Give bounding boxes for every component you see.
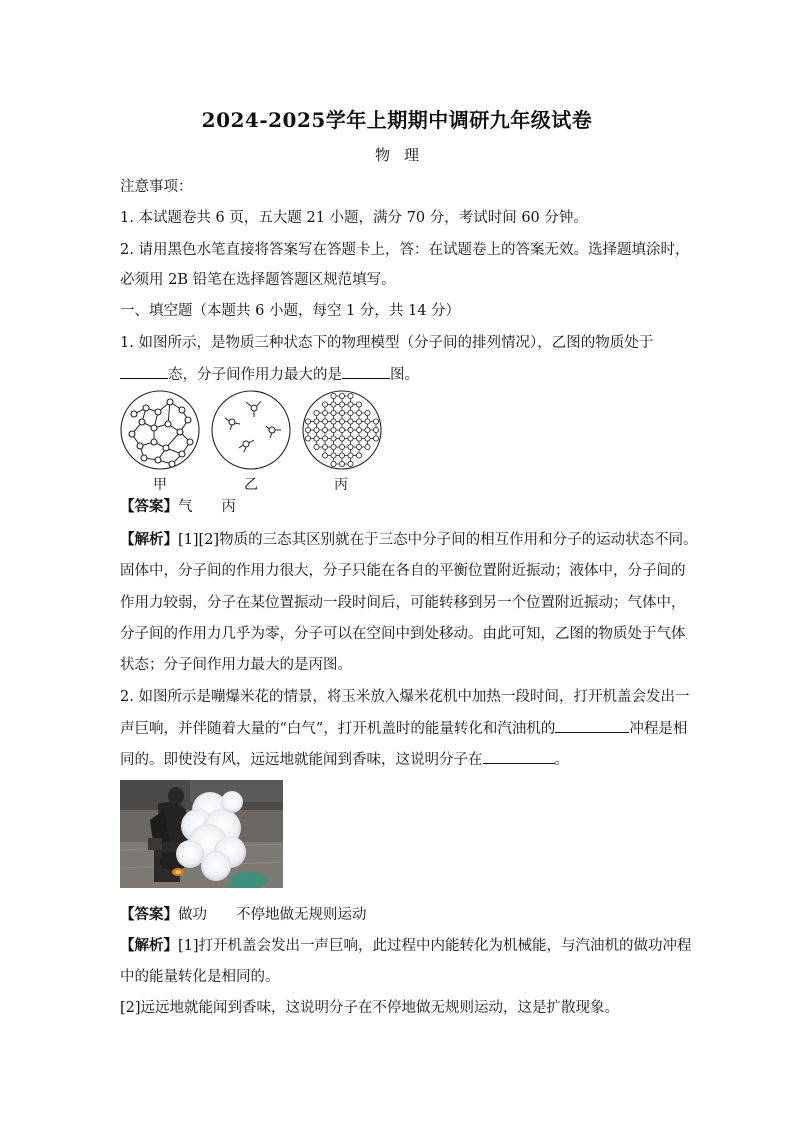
- lattice-molecule: [331, 436, 336, 441]
- lattice-molecule: [339, 436, 344, 441]
- lattice-molecule: [305, 436, 310, 441]
- lattice-molecule: [356, 444, 361, 449]
- answer-text: 做功 不停地做无规则运动: [178, 907, 367, 923]
- question-2-analysis-line: 中的能量转化是相同的。: [120, 969, 280, 985]
- question-1-fragment: 图。: [390, 367, 419, 383]
- subject-heading: 物理: [374, 146, 433, 164]
- lattice-molecule: [339, 453, 344, 458]
- lattice-molecule: [348, 436, 353, 441]
- lattice-molecule: [356, 453, 361, 458]
- lattice-molecule: [339, 410, 344, 415]
- lattice-molecule: [314, 427, 319, 432]
- question-2-text: 2. 如图所示是嘣爆米花的情景，将玉米放入爆米花机中加热一段时间，打开机盖会发出一: [120, 689, 690, 705]
- lattice-molecule: [365, 419, 370, 424]
- lattice-molecule: [314, 436, 319, 441]
- lattice-molecule: [365, 436, 370, 441]
- lattice-molecule: [331, 410, 336, 415]
- lattice-molecule: [365, 444, 370, 449]
- lattice-molecule: [348, 410, 353, 415]
- lattice-molecule: [356, 427, 361, 432]
- lattice-molecule: [322, 419, 327, 424]
- figure-label-yi: 乙: [244, 477, 258, 493]
- lattice-molecule: [339, 444, 344, 449]
- answer-text: 气 丙: [178, 499, 236, 515]
- lattice-molecule: [356, 410, 361, 415]
- answer-tag: 【答案】: [120, 498, 178, 515]
- lattice-molecule: [348, 444, 353, 449]
- question-1-text-cont: [120, 364, 680, 385]
- question-1-answer: [120, 497, 680, 517]
- lattice-molecule: [331, 453, 336, 458]
- lattice-molecule: [322, 427, 327, 432]
- question-2-answer: [120, 905, 680, 925]
- lattice-molecule: [322, 410, 327, 415]
- answer-blank: [120, 364, 168, 379]
- question-2-fragment: 同的。即使没有风，远远地就能闻到香味，这说明分子在: [120, 752, 483, 768]
- figure-label-bing: 丙: [334, 477, 348, 493]
- section-heading: 一、填空题（本题共 6 小题，每空 1 分，共 14 分）: [120, 303, 461, 319]
- lattice-molecule: [356, 436, 361, 441]
- lattice-molecule: [305, 419, 310, 424]
- lattice-molecule: [356, 402, 361, 407]
- lattice-molecule: [348, 453, 353, 458]
- lattice-molecule: [322, 436, 327, 441]
- lattice-molecule: [348, 427, 353, 432]
- lattice-molecule: [348, 393, 353, 398]
- answer-blank: [555, 718, 629, 733]
- notice-heading: 注意事项：: [120, 179, 193, 195]
- lattice-molecule: [339, 427, 344, 432]
- question-2-analysis-line: [2]远远地就能闻到香味，这说明分子在不停地做无规则运动，这是扩散现象。: [120, 1000, 620, 1016]
- lattice-molecule: [339, 461, 344, 466]
- question-2-analysis: [120, 936, 692, 956]
- lattice-molecule: [331, 402, 336, 407]
- question-1-text: 1. 如图所示，是物质三种状态下的物理模型（分子间的排列情况），乙图的物质处于: [120, 335, 654, 351]
- answer-blank: [483, 749, 555, 764]
- lattice-molecule: [339, 402, 344, 407]
- lattice-molecule: [305, 427, 310, 432]
- question-2-fragment: 。: [554, 752, 569, 768]
- analysis-text: [1][2]物质的三态其区别就在于三态中分子间的相互作用和分子的运动状态不同。: [178, 532, 698, 548]
- lattice-molecule: [322, 453, 327, 458]
- figure-label-jia: 甲: [153, 477, 167, 493]
- question-2-text-cont: [120, 718, 688, 739]
- lattice-molecule: [322, 444, 327, 449]
- question-2-fragment: 冲程是相: [629, 721, 688, 737]
- lattice-molecule: [339, 393, 344, 398]
- lattice-molecule: [314, 419, 319, 424]
- figure-bing: [303, 391, 381, 469]
- lattice-molecule: [348, 461, 353, 466]
- lattice-molecule: [365, 427, 370, 432]
- lattice-molecule: [365, 410, 370, 415]
- lattice-molecule: [331, 419, 336, 424]
- question-1-analysis-line: 分子间的作用力几乎为零，分子可以在空间中到处移动。由此可知，乙图的物质处于气体: [120, 626, 686, 642]
- question-1-fragment: 态，分子间作用力最大的是: [168, 367, 342, 383]
- notice-item-2-cont: 必须用 2B 铅笔在选择题答题区规范填写。: [120, 272, 396, 288]
- figure-yi: [212, 391, 290, 469]
- analysis-tag: 【解析】: [120, 531, 178, 548]
- answer-tag: 【答案】: [120, 906, 178, 923]
- question-1-analysis-line: 状态；分子间作用力最大的是丙图。: [120, 657, 352, 673]
- question-1-analysis-line: 固体中，分子间的作用力很大，分子只能在各自的平衡位置附近振动；液体中，分子间的: [120, 563, 686, 579]
- notice-item-1: 1. 本试题卷共 6 页，五大题 21 小题，满分 70 分，考试时间 60 分钟。: [120, 210, 588, 226]
- question-2-fragment: 声巨响，并伴随着大量的“白气”，打开机盖时的能量转化和汽油机的: [120, 721, 556, 737]
- question-1-analysis: [120, 530, 698, 550]
- popcorn-photo: [120, 780, 283, 888]
- lattice-molecule: [348, 402, 353, 407]
- page-title: 2024-2025学年上期期中调研九年级试卷: [201, 108, 593, 132]
- lattice-molecule: [373, 419, 378, 424]
- lattice-molecule: [331, 444, 336, 449]
- lattice-molecule: [322, 402, 327, 407]
- lattice-molecule: [373, 436, 378, 441]
- lattice-molecule: [373, 427, 378, 432]
- lattice-molecule: [331, 461, 336, 466]
- lattice-molecule: [314, 410, 319, 415]
- analysis-text: [1]打开机盖会发出一声巨响，此过程中内能转化为机械能，与汽油机的做功冲程: [178, 938, 692, 954]
- notice-item-2: 2. 请用黑色水笔直接将答案写在答题卡上，答：在试题卷上的答案无效。选择题填涂时，: [120, 242, 690, 258]
- figure-jia: [121, 391, 199, 469]
- analysis-tag: 【解析】: [120, 937, 178, 954]
- lattice-molecule: [331, 393, 336, 398]
- lattice-molecule: [331, 427, 336, 432]
- lattice-molecule: [348, 419, 353, 424]
- question-2-text-cont: [120, 749, 680, 770]
- lattice-molecule: [356, 419, 361, 424]
- question-1-analysis-line: 作用力较弱，分子在某位置振动一段时间后，可能转移到另一个位置附近振动；气体中，: [120, 595, 686, 611]
- lattice-molecule: [339, 419, 344, 424]
- lattice-molecule: [314, 444, 319, 449]
- answer-blank: [342, 364, 390, 379]
